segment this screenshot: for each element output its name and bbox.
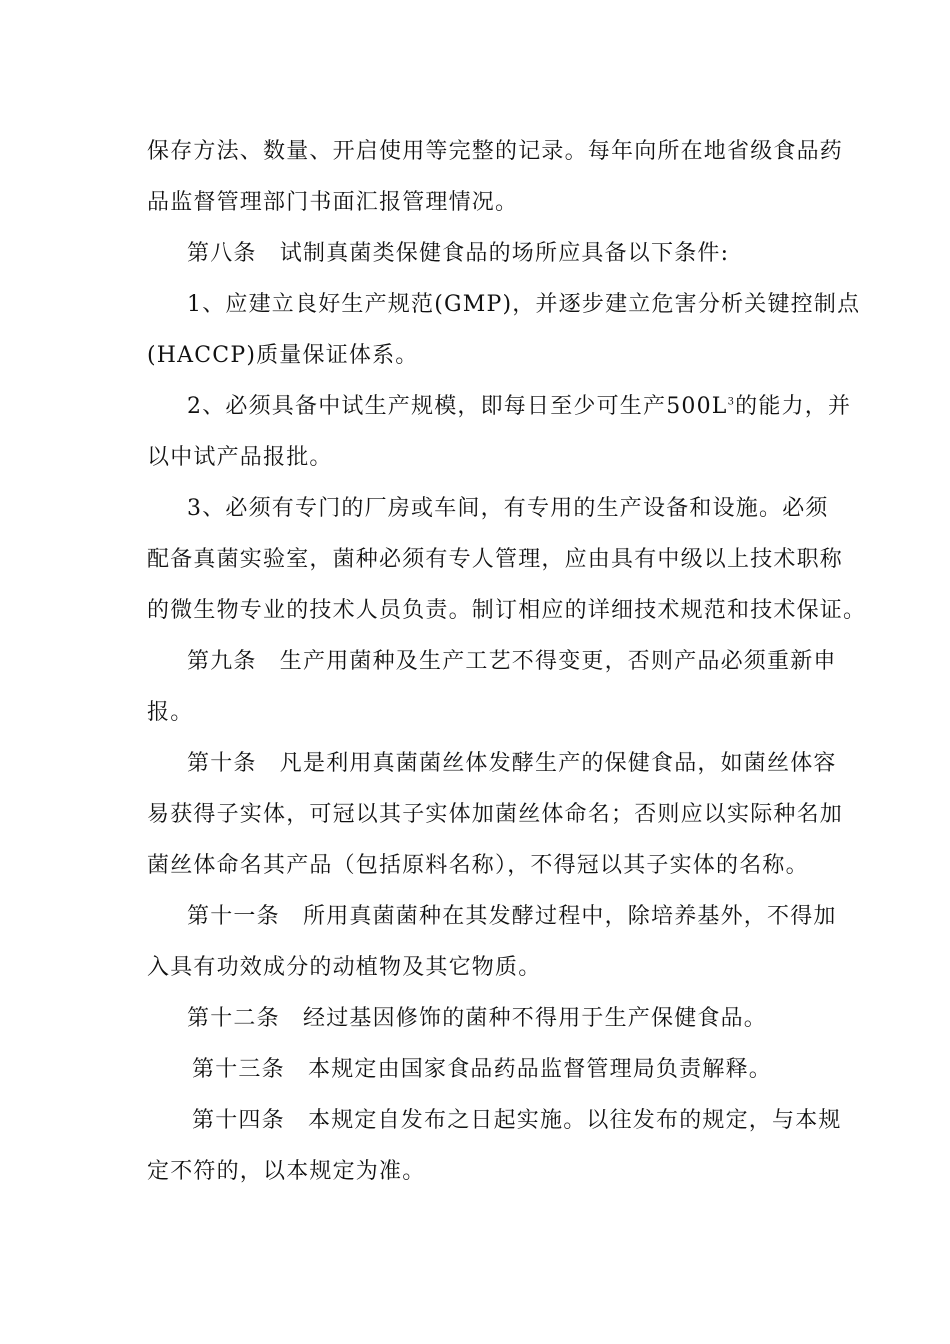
text-segment: 2、必须具备中试生产规模，即每日至少可生产500L xyxy=(187,394,728,419)
text-line: 以中试产品报批。 xyxy=(147,445,333,470)
text-line: 3、必须有专门的厂房或车间，有专用的生产设备和设施。必须 xyxy=(187,496,829,521)
text-line: 定不符的，以本规定为准。 xyxy=(147,1159,426,1184)
article-10-heading: 第十条 凡是利用真菌菌丝体发酵生产的保健食品，如菌丝体容 xyxy=(187,751,837,776)
text-line: 菌丝体命名其产品（包括原料名称），不得冠以其子实体的名称。 xyxy=(147,853,809,878)
superscript: 3 xyxy=(727,396,736,408)
article-14-heading: 第十四条 本规定自发布之日起实施。以往发布的规定，与本规 xyxy=(192,1108,842,1133)
text-line: 品监督管理部门书面汇报管理情况。 xyxy=(147,190,519,215)
text-line: 1、应建立良好生产规范(GMP)，并逐步建立危害分析关键控制点 xyxy=(187,292,861,317)
article-12-heading: 第十二条 经过基因修饰的菌种不得用于生产保健食品。 xyxy=(187,1006,768,1031)
text-line: 入具有功效成分的动植物及其它物质。 xyxy=(147,955,542,980)
text-line xyxy=(187,392,851,422)
article-8-heading: 第八条 试制真菌类保健食品的场所应具备以下条件: xyxy=(187,241,730,266)
text-segment: 的能力，并 xyxy=(735,394,852,419)
text-line: 报。 xyxy=(147,700,194,725)
article-9-heading: 第九条 生产用菌种及生产工艺不得变更，否则产品必须重新申 xyxy=(187,649,837,674)
text-line: (HACCP)质量保证体系。 xyxy=(147,343,419,368)
text-line: 的微生物专业的技术人员负责。制订相应的详细技术规范和技术保证。 xyxy=(147,598,867,623)
text-line: 配备真菌实验室，菌种必须有专人管理，应由具有中级以上技术职称 xyxy=(147,547,844,572)
article-13-heading: 第十三条 本规定由国家食品药品监督管理局负责解释。 xyxy=(192,1057,773,1082)
article-11-heading: 第十一条 所用真菌菌种在其发酵过程中，除培养基外，不得加 xyxy=(187,904,837,929)
text-line: 易获得子实体，可冠以其子实体加菌丝体命名；否则应以实际种名加 xyxy=(147,802,844,827)
text-line: 保存方法、数量、开启使用等完整的记录。每年向所在地省级食品药 xyxy=(147,139,844,164)
